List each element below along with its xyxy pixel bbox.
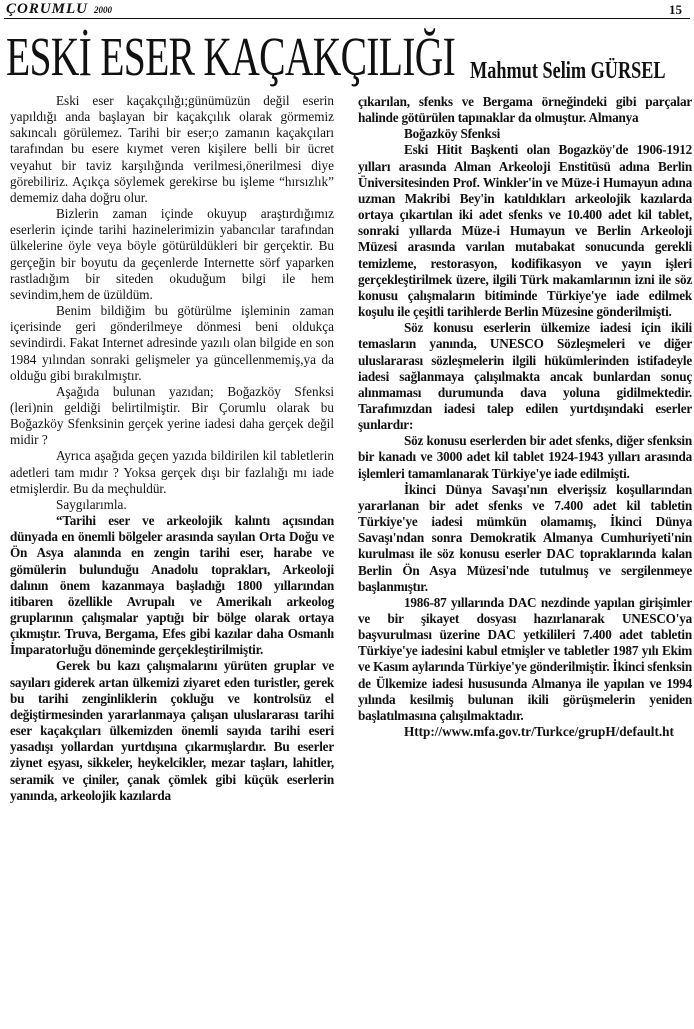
article-title: ESKİ ESER KAÇAKÇILIĞI: [6, 26, 456, 87]
quote-paragraph: 1986-87 yıllarında DAC nezdinde yapılan girişimler ve bir şikayet dosyası hazırlanarak UNESCO'ya başvurulması üzerine DAC yetkilileri 7.400 adet tabletin Türkiye'ye iadesini kabul etmişler ve tabletler 1987 yılı Ekim ve Kasım aylarında Türkiye'ye gönderilmiştir. İkinci sfenksin de Ülkemize iadesi hususunda Almanya ile yapılan ve 1994 yılında kesilmiş bulunan ikili görüşmelerin yeniden başlatılmasına çalışılmaktadır.: [358, 594, 693, 723]
paragraph: Eski eser kaçakçılığı;günümüzün değil eserin yapıldığı anda başlayan bir kaçakçılık olarak görmemiz sakıncalı görülemez. Tarihi bir eser;o zamanın kaçakçıları tarafından bu esere kıymet veren kişilere belli bir ücret veyahut bir taviz karşılığında verilmesi,önerilmesi diye görebiliriz. Açıkça söylemek gerekirse bu işleme “hırsızlık” dememiz daha doğru olur.: [10, 93, 334, 205]
signoff: Saygılarımla.: [56, 496, 127, 512]
page-number: 15: [669, 2, 682, 17]
continued-paragraph: çıkarılan, sfenks ve Bergama örneğindeki gibi parçalar halinde götürülen tapınaklar da olmuştur. Almanya: [358, 94, 692, 126]
quote-paragraph: Eski Hitit Başkenti olan Bogazköy'de 1906-1912 yılları arasında Alman Arkeoloji Enstitüsü adına Berlin Üniversitesinden Prof. Winkler'in ve Müze-i Humayun adına uzman Makribi Bey'in katıldıkları arkeolojik kazılarda ortaya çıkartılan iki adet sfenks ve 10.400 adet kil tablet, sonraki yıllarda Müze-i Humayun ve Berlin Arkeoloji Müzesi arasında varılan mutabakat sonucunda gerekli temizleme, restorasyon, kodifikasyon ve yayın işleri gerçekleştirilmek üzere, ilgili Türk makamlarının izni ile söz konusu çalışmaların bitiminde Türkiye'ye iade edilmek koşulu ile çeşitli tarihlerde Berlin Müzesine gönderilmişti.: [358, 142, 692, 320]
article-author: Mahmut Selim GÜRSEL: [470, 58, 666, 84]
subheading: Boğazköy Sfenksi: [404, 126, 501, 142]
quote-paragraph: Gerek bu kazı çalışmalarını yürüten gruplar ve sayıları giderek artan ülkemizi ziyaret eden turistler, gerek bu tarihi zenginliklerin çokluğu ve kontrolsüz el değiştirmesinden yararlanmaya çalışan uluslararası tarihi eser kaçakçıları ülkemizden önemli sayıda tarihi eseri yasadışı yollardan yurtdışına çıkarmışlardır. Bu eserler ziynet eşyası, sikkeler, heykelcikler, mezar taşları, lahitler, seramik ve çiniler, çanak çömlek gibi küçük eserlerin yanında, arkeolojik kazılarda: [10, 658, 334, 803]
paragraph: Bizlerin zaman içinde okuyup araştırdığımız eserlerin içinde tarihi hazinelerimizin yabancılar tarafından ülkelerine öyle veya böyle götürüldükleri bir gerçektir. Bu gerçeğin bir boyutu da geçenlerde Internette sörf yaparken rastladığım bir siteden okuduğum bilgi ile hem sevindim,hem de üzüldüm.: [10, 206, 334, 302]
left-column: [10, 93, 334, 804]
right-column: [358, 94, 692, 740]
masthead-title: ÇORUMLU: [6, 1, 89, 17]
masthead-year: 2000: [94, 5, 113, 15]
masthead: [6, 1, 112, 18]
quote-paragraph: “Tarihi eser ve arkeolojik kalıntı açısından dünyada en önemli bölgeler arasında sayılan Orta Doğu ve Ön Asya alanında en zengin tarihi eser, harabe ve gömülerin bulunduğu Anadolu toprakları, Arkeoloji dalının önem kazanmaya başladığı 1800 yıllarından itibaren özellikle Avrupalı ve Amerikalı arkeolog gruplarının çalışmalar yaptığı bir bölge olarak ortaya çıkmıştır. Truva, Bergama, Efes gibi kazılar daha Osmanlı İmparatorluğu döneminde gerçekleştirilmiştir.: [10, 513, 334, 658]
quote-paragraph: Söz konusu eserlerin ülkemize iadesi için ikili temasların yanında, UNESCO Sözleşmeleri ve diğer uluslararası sözleşmelerin ilgili hükümlerinden istifadeyle iadesi sağlanmaya çalışılmakta ancak bunlardan sonuç alınmaması durumunda dava yoluna gidilmektedir. Tarafımızdan iadesi talep edilen yurtdışındaki eserler şunlardır:: [358, 320, 692, 433]
paragraph: Aşağıda bulunan yazıdan; Boğazköy Sfenksi (leri)nin geldiği belirtilmiştir. Bir Çorumlu olarak bu Boğazköy Sfenksinin gerçek yerine iadesi daha gerçek değil midir ?: [10, 383, 334, 448]
paragraph: Ayrıca aşağıda geçen yazıda bildirilen kil tabletlerin adetleri tam mıdır ? Yoksa gerçek dışı bir fazlalığı mı iade etmişlerdir. Bu da meçhuldür.: [10, 448, 334, 496]
quote-paragraph: Söz konusu eserlerden bir adet sfenks, diğer sfenksin bir kanadı ve 3000 adet kil tablet 1924-1943 yılları arasında işlemleri tamamlanarak Türkiye'ye iade edilmişti.: [358, 433, 692, 481]
page-header: [0, 0, 694, 24]
quote-paragraph: İkinci Dünya Savaşı'nın elverişsiz koşullarından yararlanan bir adet sfenks ve 7.400 adet kil tabletin Türkiye'ye iadesi mümkün olamamış, İkinci Dünya Savaşı'ndan sonra Demokratik Almanya Cumhuriyeti'nin kurulması ile söz konusu eserler DAC topraklarında kalan Berlin Ön Asya Müzesi'nde tutulmuş ve sergilenmeye başlanmıştır.: [358, 481, 692, 594]
header-divider: [4, 18, 690, 19]
source-url: Http://www.mfa.gov.tr/Turkce/grupH/default.ht: [404, 724, 674, 740]
paragraph: Benim bildiğim bu götürülme işleminin zaman içerisinde geri gönderilmeye dönmesi beni oldukça sevindirdi. Fakat Internet adresinde yazılı olan bilgide en son 1984 yılından sonraki gelişmeler ya güncellenmemiş,ya da olduğu gibi bırakılmıştır.: [10, 303, 334, 383]
